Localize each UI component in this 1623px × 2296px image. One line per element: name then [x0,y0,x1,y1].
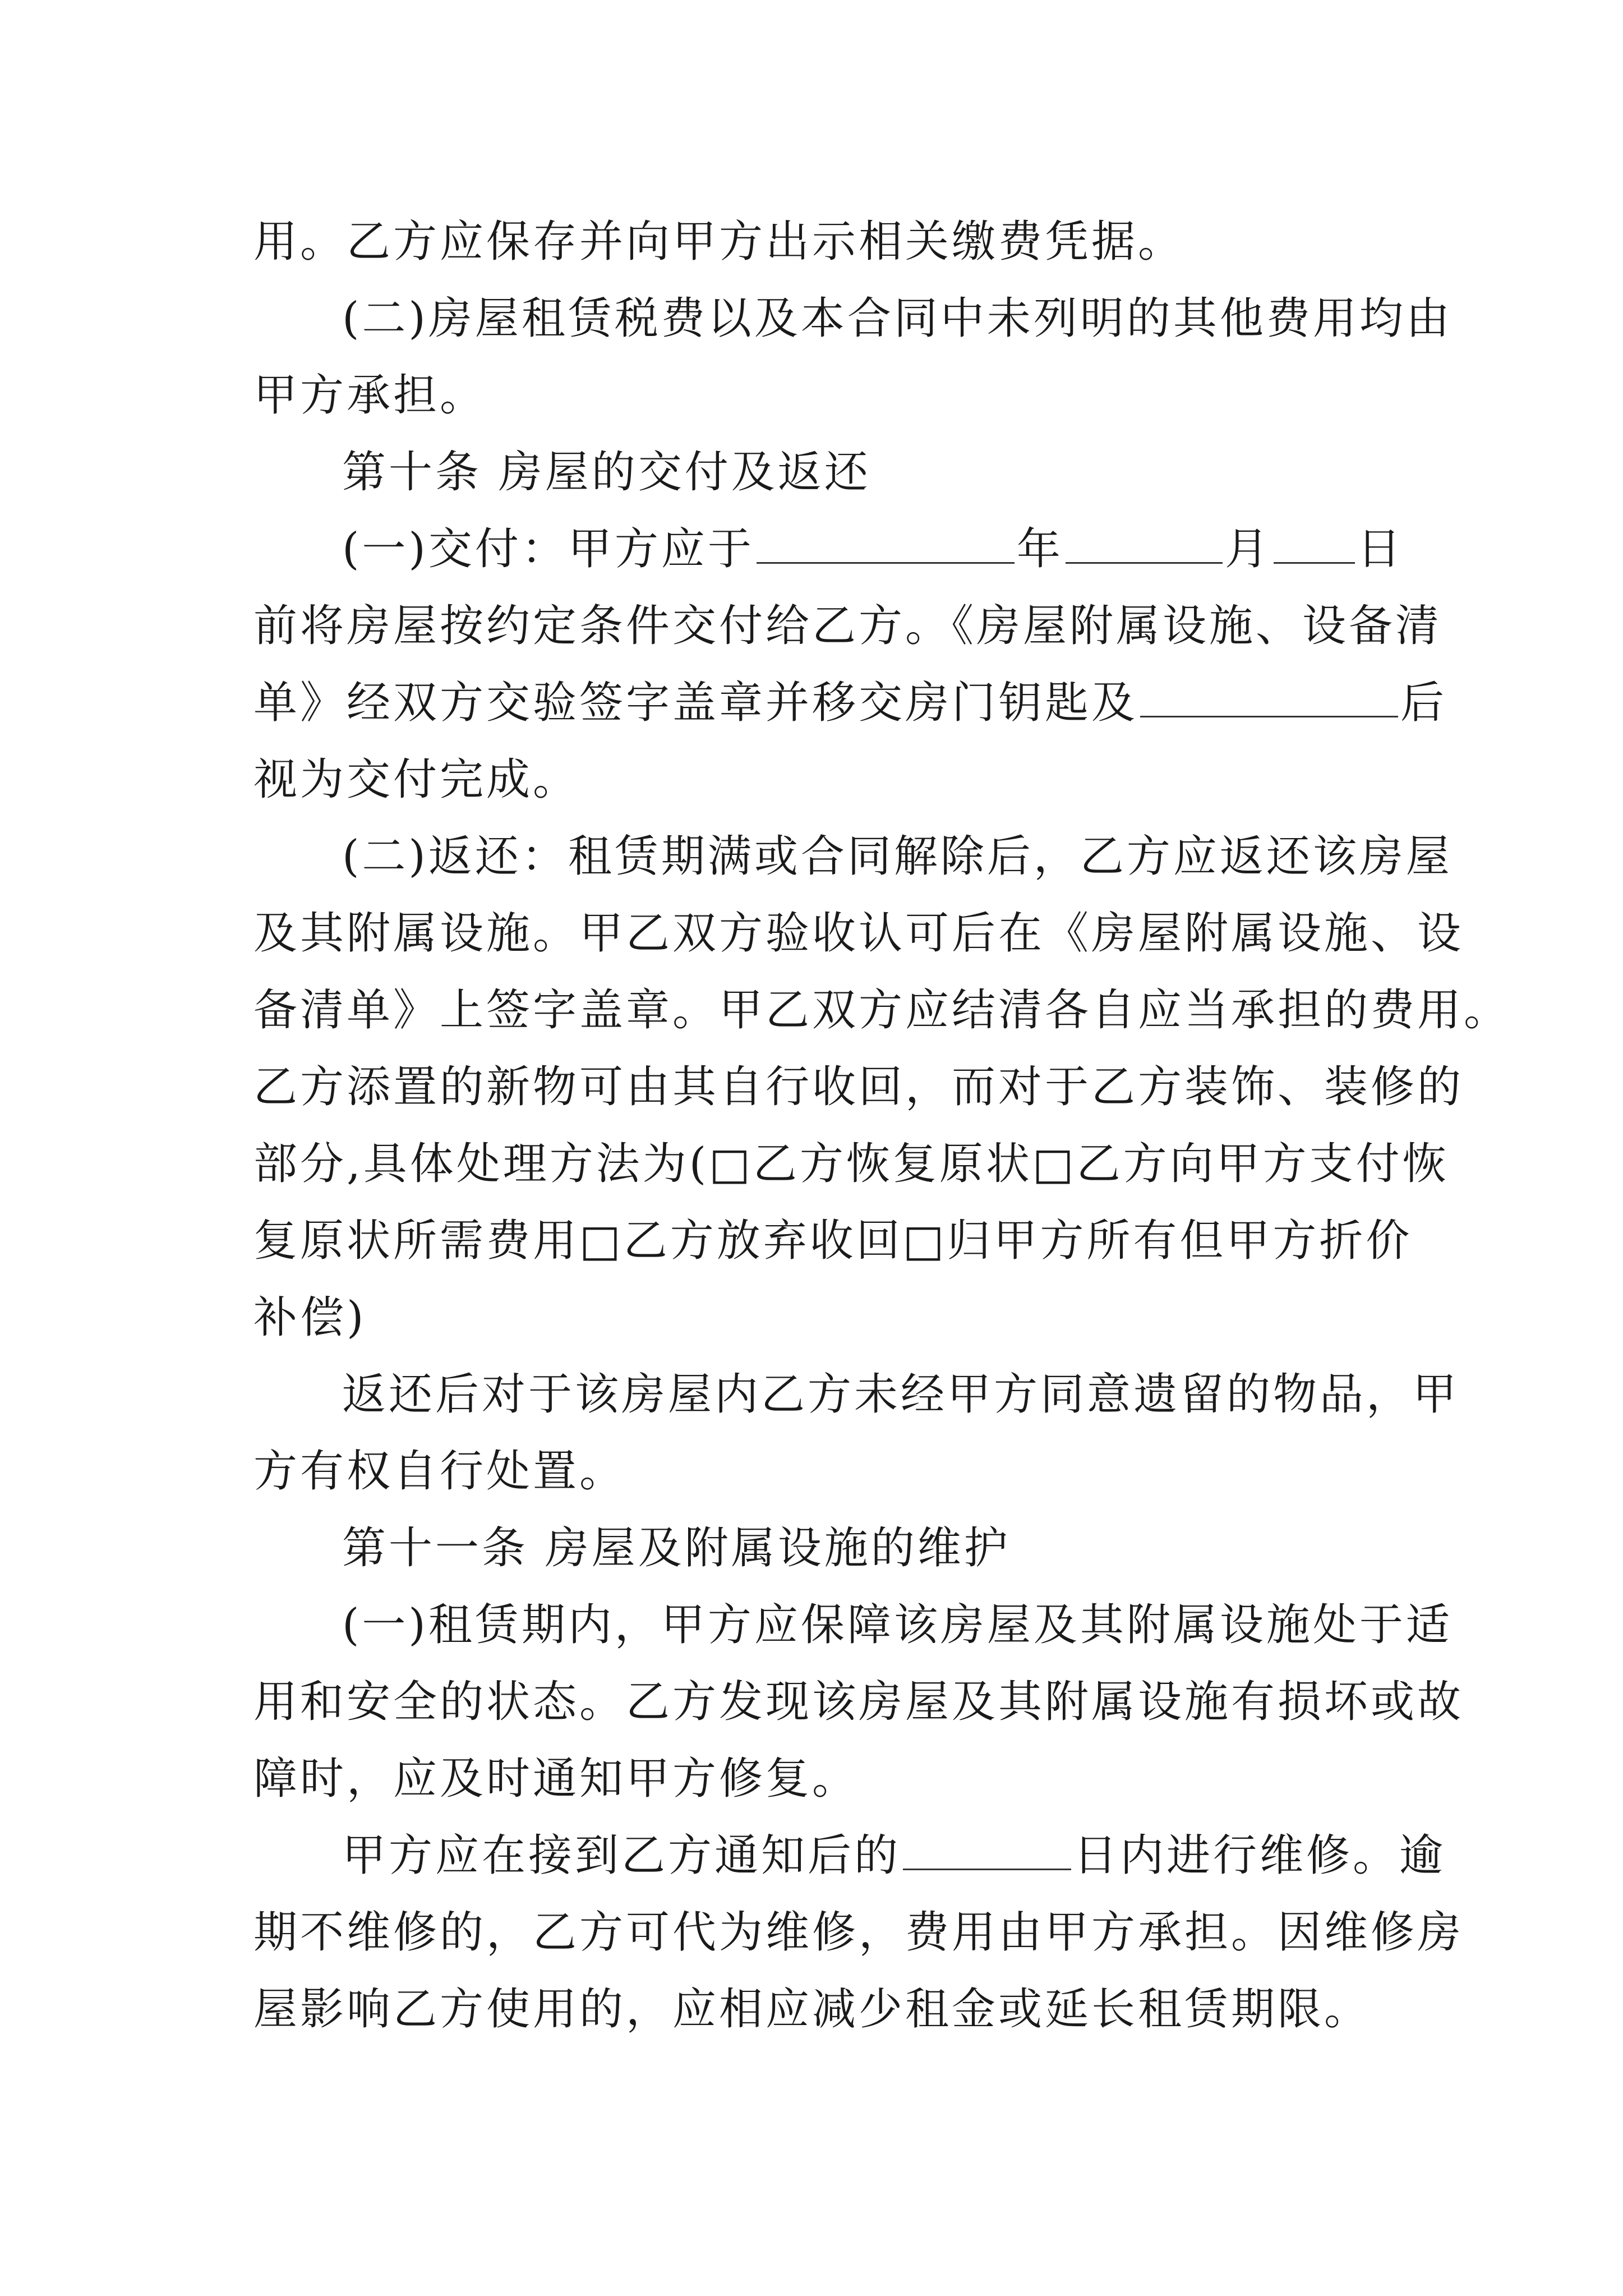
text-line: 方有权自行处置。 [253,1446,626,1497]
text-segment: 单》经双方交验签字盖章并移交房门钥匙及 [253,678,1138,728]
fill-in-blank[interactable] [1274,527,1355,564]
text-line: 复原状所需费用□乙方放弃收回□归甲方所有但甲方折价 [253,1216,1413,1266]
text-line: (一)租赁期内，甲方应保障该房屋及其附属设施处于适 [342,1600,1453,1650]
text-line: 部分,具体处理方法为(□乙方恢复原状□乙方向甲方支付恢 [253,1139,1449,1189]
text-line: 甲方承担。 [253,370,487,421]
text-line: 障时，应及时通知甲方修复。 [253,1754,859,1804]
text-line: 返还后对于该房屋内乙方未经甲方同意遗留的物品，甲 [342,1369,1460,1420]
text-segment: 年 [1016,524,1063,574]
text-segment: 后 [1400,678,1447,728]
text-line: (二)返还：租赁期满或合同解除后，乙方应返还该房屋 [342,831,1453,882]
text-line: 补偿) [253,1292,367,1343]
text-line: 屋影响乙方使用的，应相应减少租金或延长租赁期限。 [253,1984,1371,2035]
text-segment: 甲方应在接到乙方通知后的 [342,1830,901,1881]
fill-in-blank[interactable] [757,527,1015,564]
text-line: 备清单》上签字盖章。甲乙双方应结清各自应当承担的费用。 [253,985,1511,1036]
text-line [342,518,1404,581]
text-segment: (一)交付：甲方应于 [342,524,754,574]
fill-in-blank[interactable] [1066,527,1223,564]
text-segment: 日内进行维修。逾 [1073,1830,1446,1881]
fill-in-blank[interactable] [1140,681,1398,717]
section-heading: 第十条 房屋的交付及返还 [342,447,871,498]
text-line: 用和安全的状态。乙方发现该房屋及其附属设施有损坏或故 [253,1677,1464,1727]
text-line: 乙方添置的新物可由其自行收回，而对于乙方装饰、装修的 [253,1062,1464,1112]
text-line [342,1824,1446,1887]
text-line: 期不维修的，乙方可代为维修，费用由甲方承担。因维修房 [253,1907,1464,1958]
text-line: 前将房屋按约定条件交付给乙方。《房屋附属设施、设备清 [253,601,1442,651]
text-line: 用。乙方应保存并向甲方出示相关缴费凭据。 [253,217,1185,267]
text-line [253,671,1447,734]
fill-in-blank[interactable] [903,1834,1071,1870]
text-line: 及其附属设施。甲乙双方验收认可后在《房屋附属设施、设 [253,908,1464,959]
section-heading: 第十一条 房屋及附属设施的维护 [342,1523,1011,1573]
text-segment: 日 [1357,524,1404,574]
text-segment: 月 [1224,524,1271,574]
text-line: (二)房屋租赁税费以及本合同中未列明的其他费用均由 [342,293,1453,344]
text-line: 视为交付完成。 [253,754,580,805]
